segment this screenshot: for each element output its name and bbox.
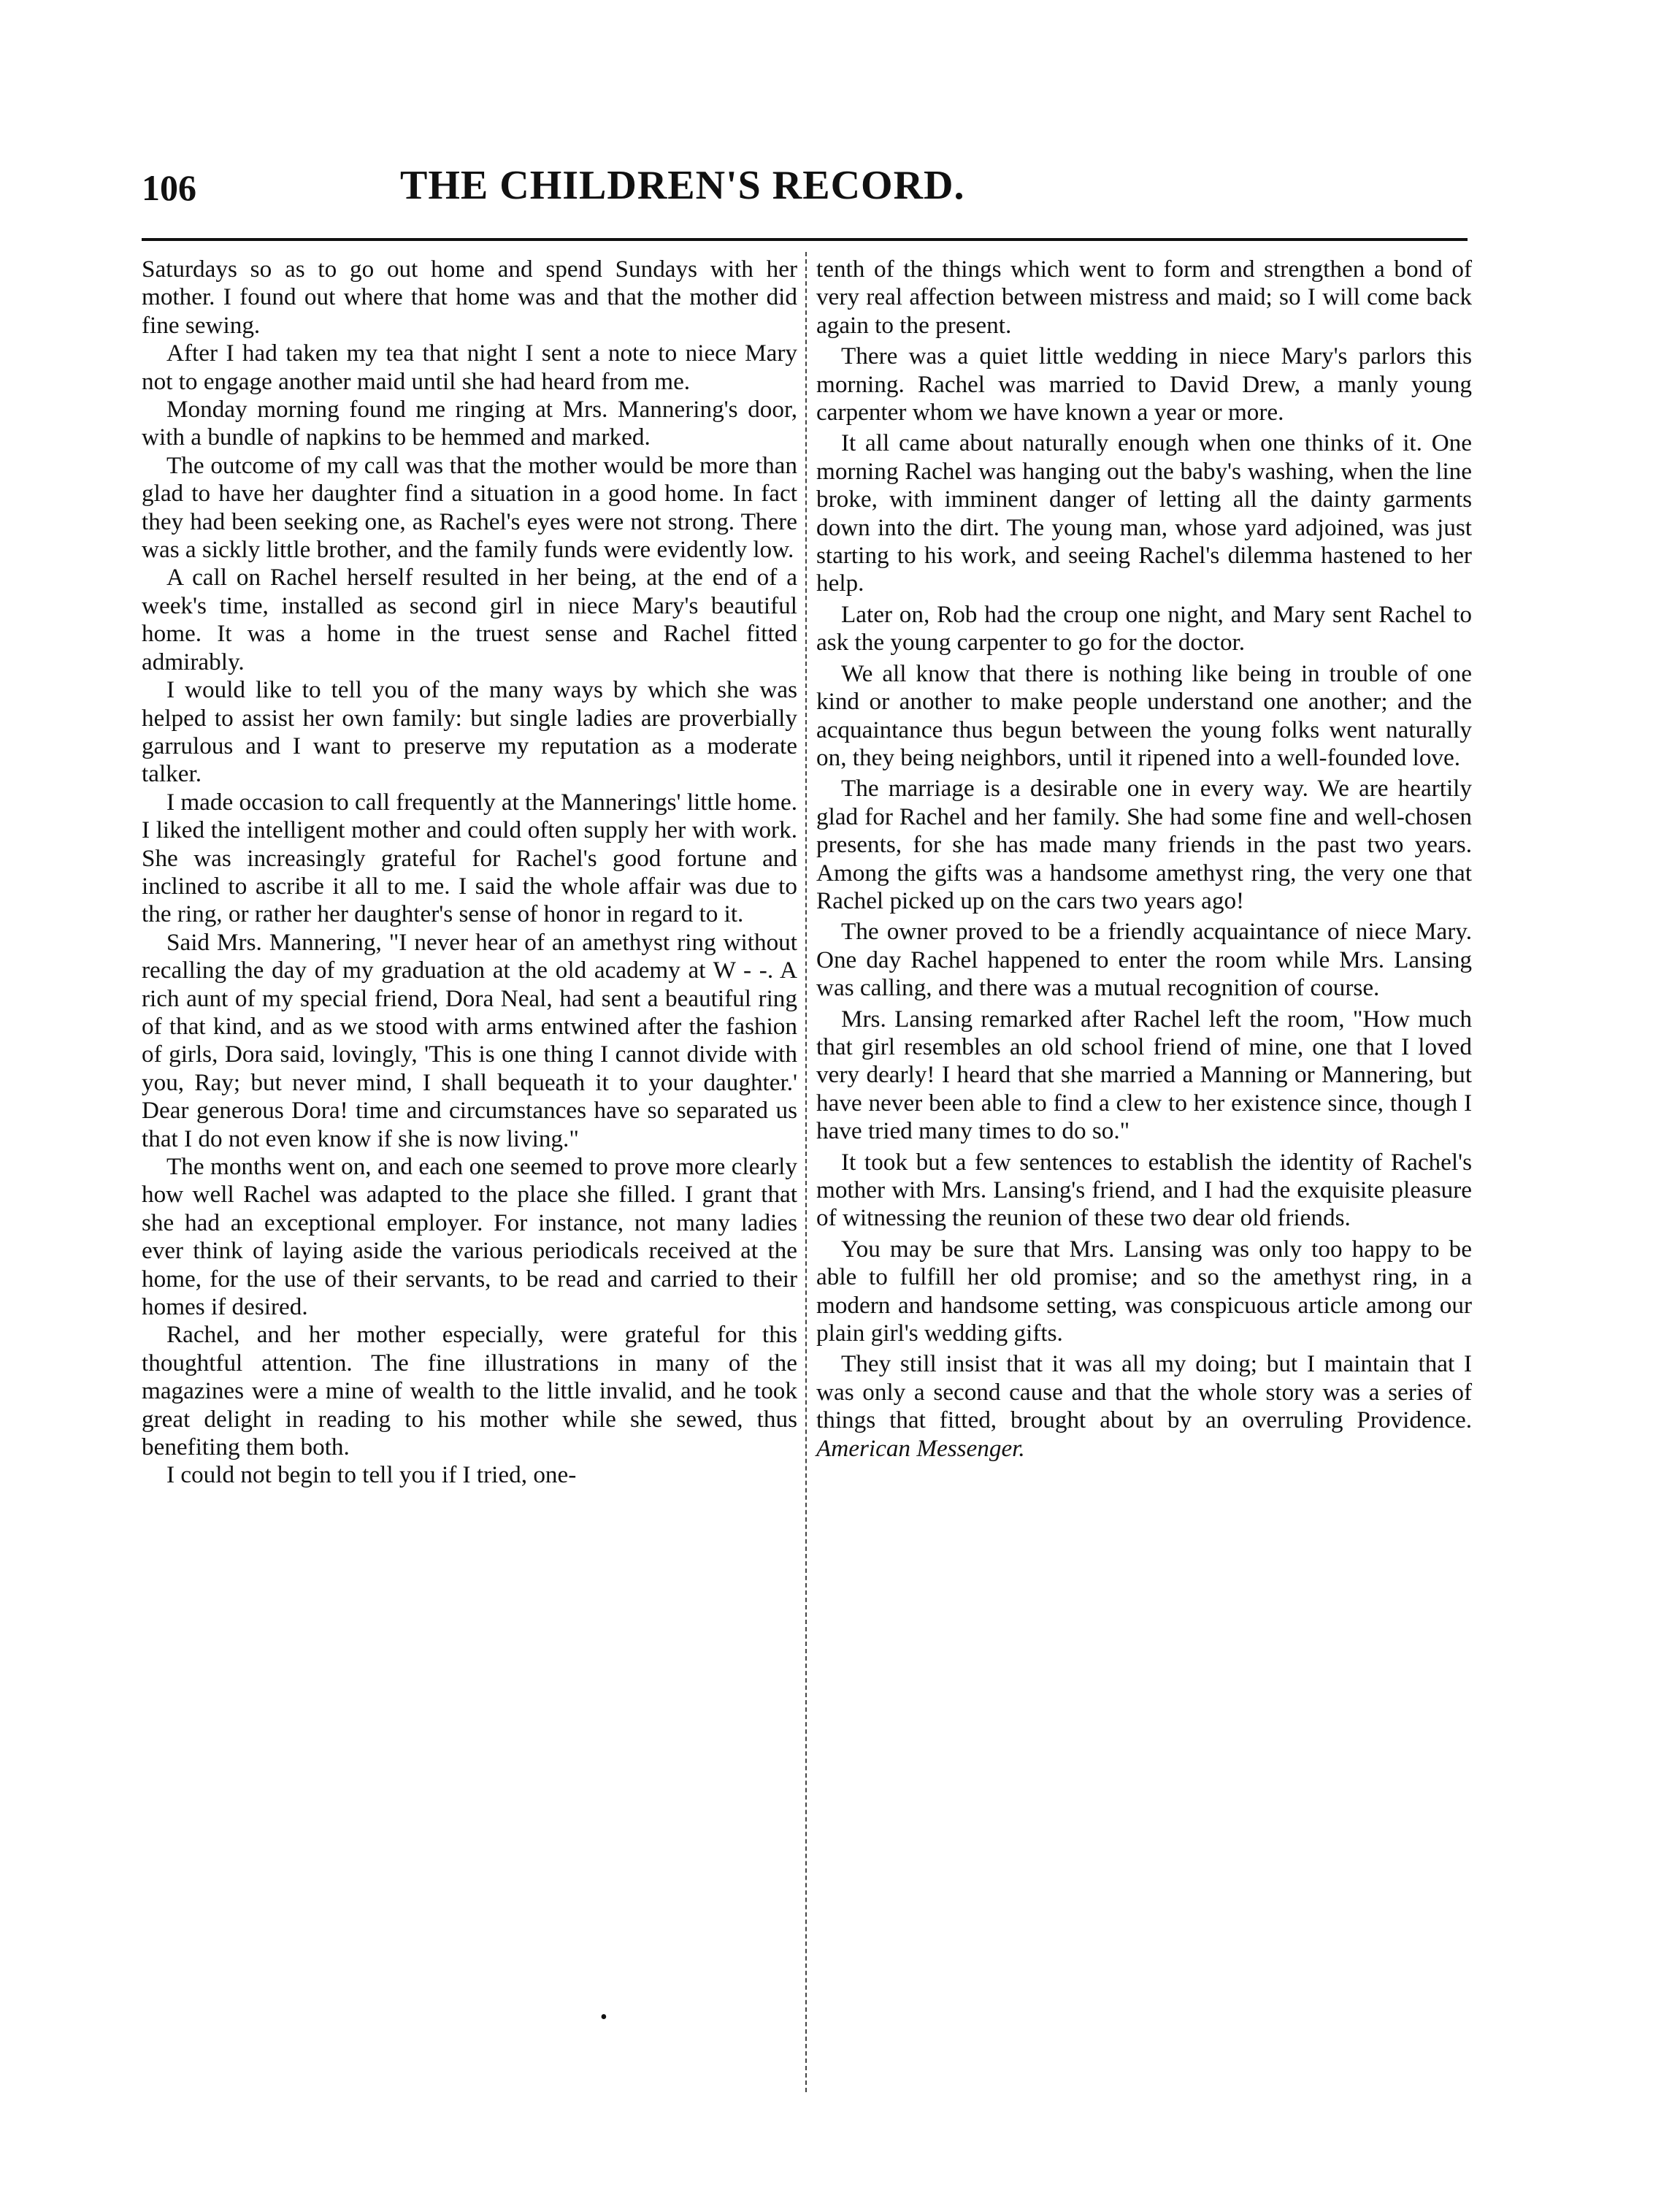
paragraph: Later on, Rob had the croup one night, and Mary sent Rachel to ask the young carpenter to go for the doctor. (816, 600, 1472, 656)
paragraph: tenth of the things which went to form and strengthen a bond of very real affection between mistress and maid; so I will come back again to the present. (816, 256, 1472, 339)
paragraph: The owner proved to be a friendly acquaintance of niece Mary. One day Rachel happened to enter the room while Mrs. Lansing was calling, and there was a mutual recognition of course. (816, 918, 1472, 1002)
paragraph: I could not begin to tell you if I tried, one- (166, 1461, 577, 1489)
paragraph: I made occasion to call frequently at the Mannerings' little home. I liked the intelligent mother and could often supply her with work. She was increasingly grateful for Rachel's good fortune and inclined to ascribe it all to me. I said the whole affair was due to the ring, or rather her daughter's sense of honor in regard to it. (142, 788, 797, 928)
right-column (816, 256, 1472, 1463)
paragraph: It took but a few sentences to establish the identity of Rachel's mother with Mrs. Lansing's friend, and I had the exquisite pleasure of witnessing the reunion of these two dear old friends. (816, 1148, 1472, 1232)
paragraph: A call on Rachel herself resulted in her being, at the end of a week's time, installed as second girl in niece Mary's beautiful home. It was a home in the truest sense and Rachel fitted admirably. (142, 564, 797, 675)
paragraph: After I had taken my tea that night I sent a note to niece Mary not to engage another maid until she had heard from me. (142, 340, 797, 395)
paragraph: There was a quiet little wedding in niece Mary's parlors this morning. Rachel was married to David Drew, a manly young carpenter whom we have known a year or more. (816, 342, 1472, 426)
left-column (142, 256, 797, 1490)
column-divider (805, 252, 807, 2092)
paragraph: Said Mrs. Mannering, "I never hear of an amethyst ring without recalling the day of my graduation at the old academy at W - -. A rich aunt of my special friend, Dora Neal, had sent a beautiful ring of that kind, and as we stood with arms entwined after the fashion of girls, Dora said, lovingly, 'This is one thing I cannot divide with you, Ray; but never mind, I shall bequeath it to your daughter.' Dear generous Dora! time and circumstances have so separated us that I do not even know if she is now living." (142, 928, 797, 1152)
paragraph: I would like to tell you of the many ways by which she was helped to assist her own family: but single ladies are proverbially garrulous and I want to preserve my reputation as a moderate talker. (142, 676, 797, 788)
paragraph: Mrs. Lansing remarked after Rachel left the room, "How much that girl resembles an old school friend of mine, one that I loved very dearly! I heard that she married a Manning or Mannering, but have never been able to find a clew to her existence since, though I have tried many times to do so." (816, 1005, 1472, 1145)
final-paragraph (816, 1350, 1472, 1463)
paragraph: You may be sure that Mrs. Lansing was only too happy to be able to fulfill her old promise; and so the amethyst ring, in a modern and handsome setting, was conspicuous article among our plain girl's wedding gifts. (816, 1235, 1472, 1347)
signature: American Messenger. (816, 1434, 1025, 1462)
paragraph: It all came about naturally enough when one thinks of it. One morning Rachel was hanging out the baby's washing, when the line broke, with imminent danger of letting all the dainty garments down into the dirt. The young man, whose yard adjoined, was just starting to his work, and seeing Rachel's dilemma hastened to her help. (816, 429, 1472, 597)
final-paragraph-text: They still insist that it was all my doing; but I maintain that I was only a second cause and that the whole story was a series of things that fitted, brought about by an overruling Providence. (816, 1350, 1472, 1434)
header-rule (142, 238, 1468, 241)
page-title: THE CHILDREN'S RECORD. (400, 163, 965, 208)
paragraph: The months went on, and each one seemed to prove more clearly how well Rachel was adapted to the place she filled. I grant that she had an exceptional employer. For instance, not many ladies ever think of laying aside the various periodicals received at the home, for the use of their servants, to be read and carried to their homes if desired. (142, 1153, 797, 1321)
bullet-mark: • (600, 2006, 607, 2029)
paragraph: The outcome of my call was that the mother would be more than glad to have her daughter find a situation in a good home. In fact they had been seeking one, as Rachel's eyes were not strong. There was a sickly little brother, and the family funds were evidently low. (142, 451, 797, 564)
paragraph: The marriage is a desirable one in every way. We are heartily glad for Rachel and her family. She had some fine and well-chosen presents, for she has made many friends in the past two years. Among the gifts was a handsome amethyst ring, the very one that Rachel picked up on the cars two years ago! (816, 775, 1472, 914)
paragraph: Rachel, and her mother especially, were grateful for this thoughtful attention. The fine illustrations in many of the magazines were a mine of wealth to the little invalid, and he took great delight in reading to his mother while she sewed, thus benefiting them both. (142, 1321, 797, 1461)
paragraph: We all know that there is nothing like being in trouble of one kind or another to make people understand one another; and the acquaintance thus begun between the young folks went naturally on, they being neighbors, until it ripened into a well-founded love. (816, 659, 1472, 771)
paragraph: Saturdays so as to go out home and spend Sundays with her mother. I found out where that home was and that the mother did fine sewing. (142, 256, 797, 339)
page-number: 106 (142, 167, 196, 208)
paragraph: Monday morning found me ringing at Mrs. Mannering's door, with a bundle of napkins to be hemmed and marked. (142, 396, 797, 451)
